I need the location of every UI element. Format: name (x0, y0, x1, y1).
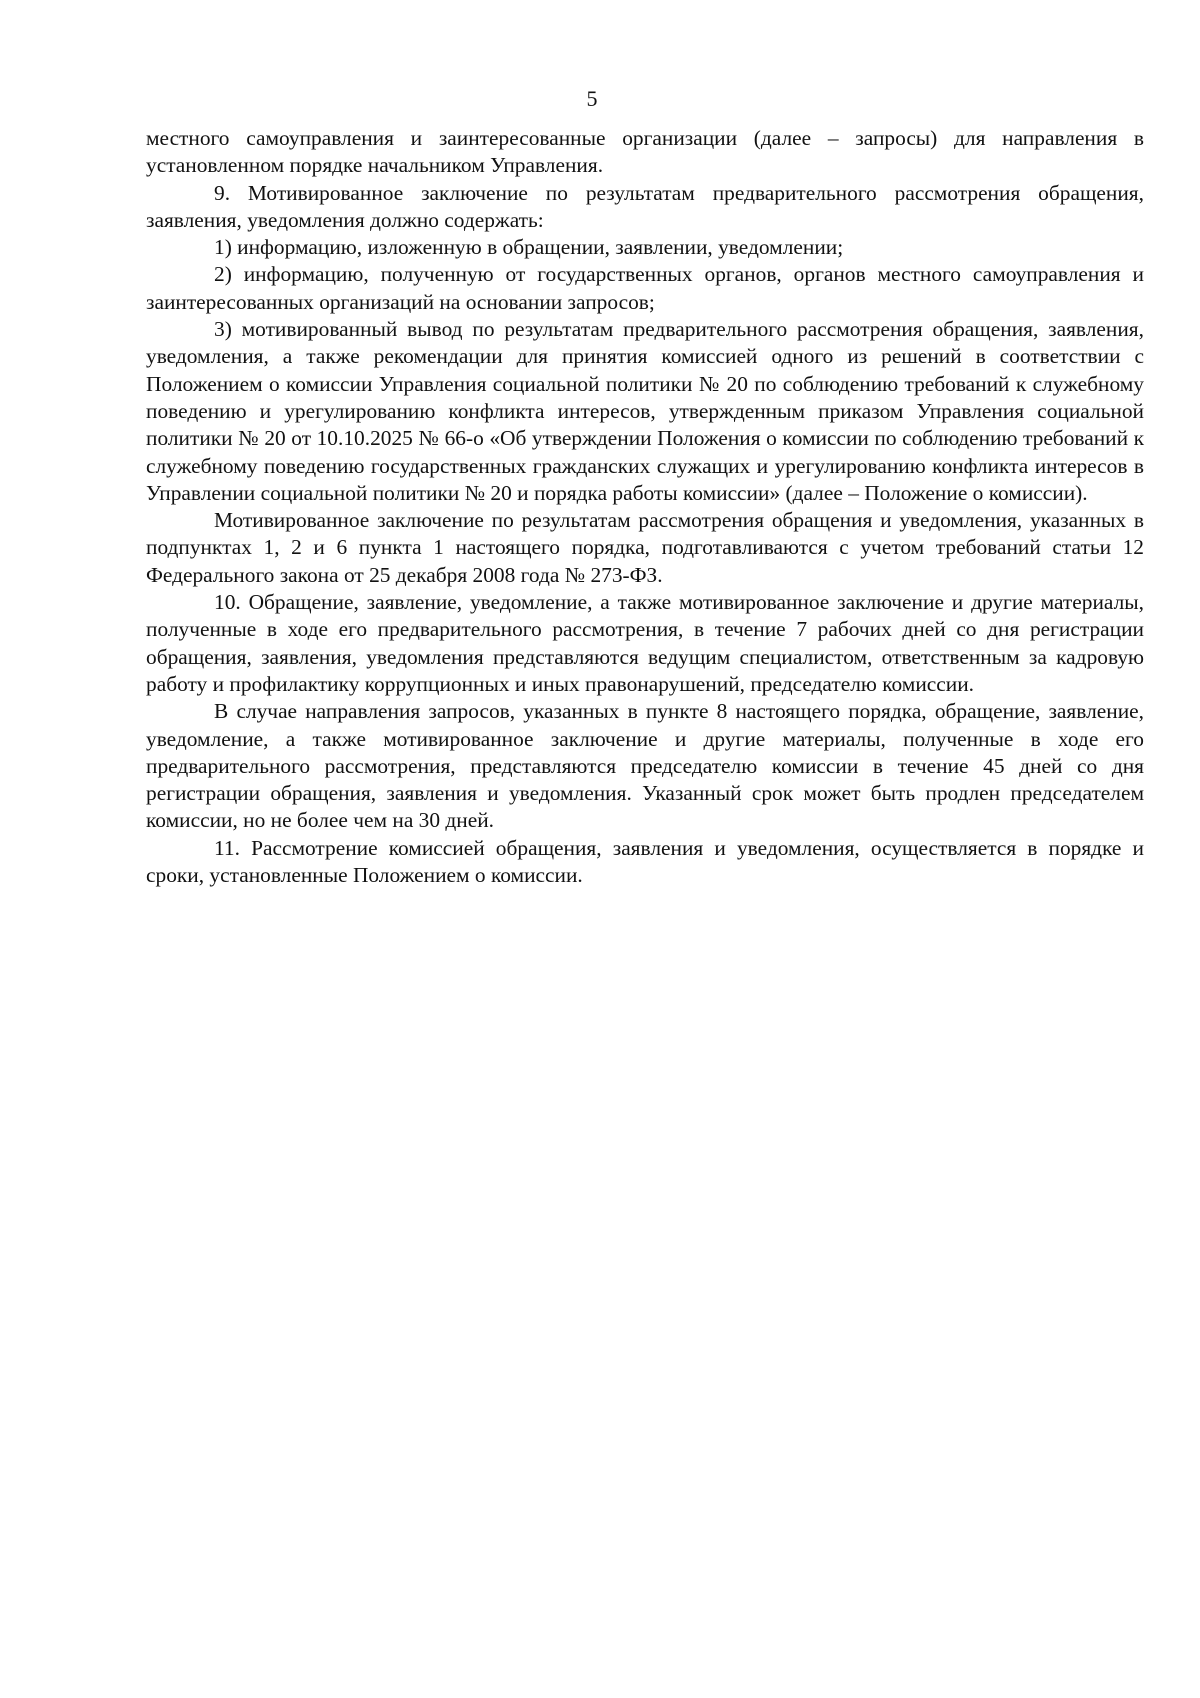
paragraph-subitem-2: 2) информацию, полученную от государственных органов, органов местного самоуправления и заинтересованных организаций на основании запросов; (146, 262, 1144, 314)
document-body (146, 125, 1144, 889)
page-number: 5 (586, 86, 598, 111)
paragraph-subitem-3: 3) мотивированный вывод по результатам предварительного рассмотрения обращения, заявления, уведомления, а также рекомендации для принятия комиссией одного из решений в соответствии с Положением о комиссии Управления социальной политики № 20 по соблюдению требований к служебному поведению и урегулированию конфликта интересов, утвержденным приказом Управления социальной политики № 20 от 10.10.2025 № 66-о «Об утверждении Положения о комиссии по соблюдению требований к служебному поведению государственных гражданских служащих и урегулированию конфликта интересов в Управлении социальной политики № 20 и порядка работы комиссии» (далее – Положение о комиссии). (146, 317, 1144, 505)
paragraph-item-10: 10. Обращение, заявление, уведомление, а также мотивированное заключение и другие материалы, полученные в ходе его предварительного рассмотрения, в течение 7 рабочих дней со дня регистрации обращения, заявления, уведомления представляются ведущим специалистом, ответственным за кадровую работу и профилактику коррупционных и иных правонарушений, председателю комиссии. (146, 590, 1144, 696)
paragraph-motivated-conclusion: Мотивированное заключение по результатам рассмотрения обращения и уведомления, указанных в подпунктах 1, 2 и 6 пункта 1 настоящего порядка, подготавливаются с учетом требований статьи 12 Федерального закона от 25 декабря 2008 года № 273-ФЗ. (146, 508, 1144, 587)
paragraph-continuation: местного самоуправления и заинтересованные организации (далее – запросы) для направления в установленном порядке начальником Управления. (146, 126, 1144, 178)
paragraph-item-11: 11. Рассмотрение комиссией обращения, заявления и уведомления, осуществляется в порядке и сроки, установленные Положением о комиссии. (146, 835, 1144, 888)
paragraph-item-9: 9. Мотивированное заключение по результатам предварительного рассмотрения обращения, заявления, уведомления должно содержать: (146, 180, 1144, 232)
paragraph-requests-case: В случае направления запросов, указанных в пункте 8 настоящего порядка, обращение, заявление, уведомление, а также мотивированное заключение и другие материалы, полученные в ходе его предварительного рассмотрения, представляются председателю комиссии в течение 45 дней со дня регистрации обращения, заявления и уведомления. Указанный срок может быть продлен председателем комиссии, но не более чем на 30 дней. (146, 699, 1144, 833)
paragraph-subitem-1: 1) информацию, изложенную в обращении, заявлении, уведомлении; (214, 235, 844, 260)
